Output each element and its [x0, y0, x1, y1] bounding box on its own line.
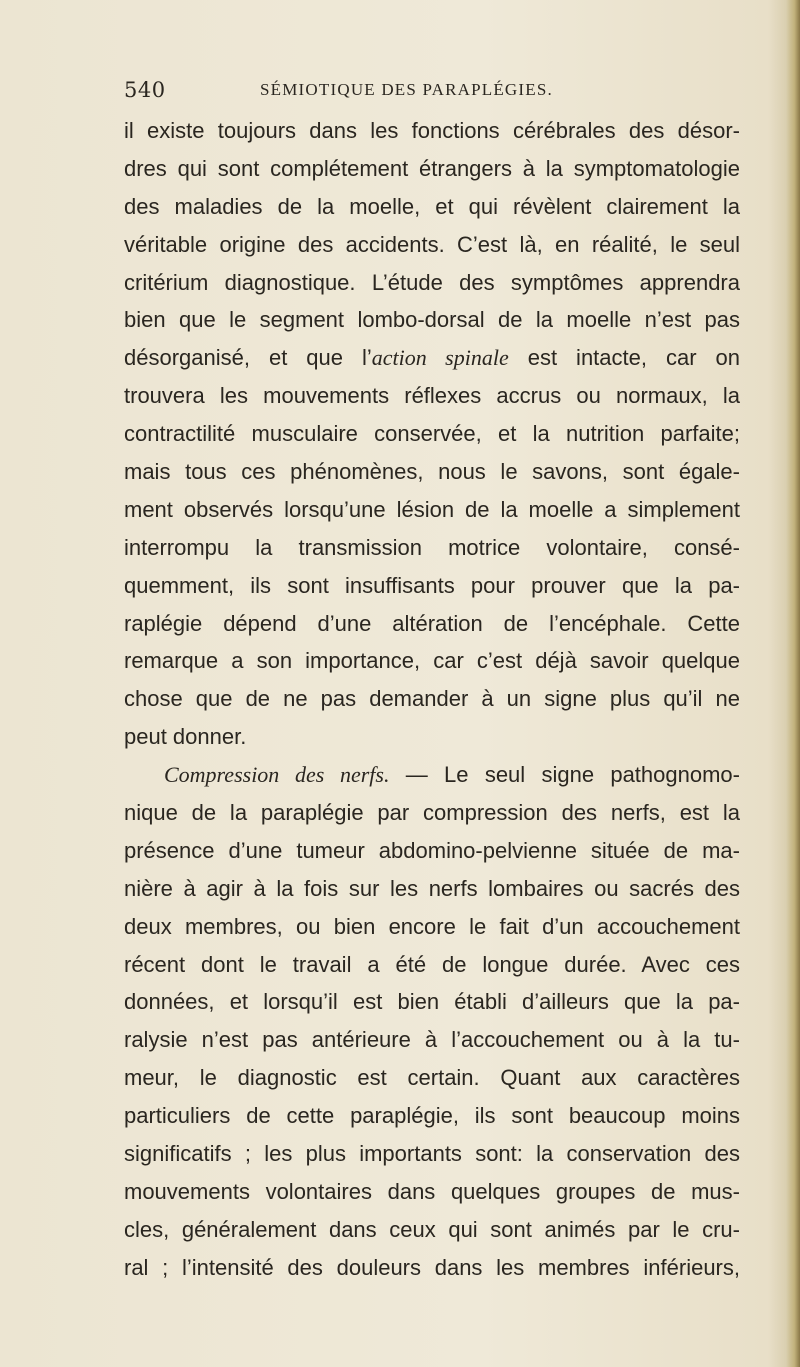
- text-line: mais tous ces phénomènes, nous le savons, sont égale-: [124, 459, 740, 485]
- text-line: deux membres, ou bien encore le fait d’un accouchement: [124, 913, 740, 939]
- text-line: dres qui sont complétement étrangers à la symptomatologie: [124, 155, 740, 181]
- italic-phrase: action spinale: [371, 345, 509, 371]
- text-line: cles, généralement dans ceux qui sont animés par le cru-: [124, 1216, 740, 1242]
- text-line: raplégie dépend d’une altération de l’encéphale. Cette: [124, 610, 740, 636]
- text-line: significatifs ; les plus importants sont: la conservation des: [124, 1141, 740, 1167]
- text-line: bien que le segment lombo-dorsal de la moelle n’est pas: [124, 307, 740, 333]
- text-line: nière à agir à la fois sur les nerfs lombaires ou sacrés des: [124, 875, 740, 901]
- text-line: récent dont le travail a été de longue durée. Avec ces: [124, 951, 740, 977]
- text-line: critérium diagnostique. L’étude des symptômes apprendra: [124, 269, 740, 295]
- text-line: il existe toujours dans les fonctions cérébrales des désor-: [124, 118, 740, 143]
- page-edge-shadow: [786, 0, 800, 1367]
- text-line: ment observés lorsqu’une lésion de la moelle a simplement: [124, 496, 740, 522]
- section-title-italic: Compression des nerfs.: [164, 762, 390, 788]
- text-line: ralysie n’est pas antérieure à l’accouchement ou à la tu-: [124, 1027, 740, 1053]
- text-line-paragraph-end: peut donner.: [124, 724, 247, 750]
- text-line: nique de la paraplégie par compression des nerfs, est la: [124, 800, 740, 826]
- text-line: remarque a son importance, car c’est déjà savoir quelque: [124, 648, 740, 674]
- text-line: meur, le diagnostic est certain. Quant aux caractères: [124, 1065, 740, 1091]
- text-line: véritable origine des accidents. C’est là, en réalité, le seul: [124, 231, 740, 257]
- text-line: mouvements volontaires dans quelques groupes de mus-: [124, 1178, 740, 1204]
- running-head: SÉMIOTIQUE DES PARAPLÉGIES.: [260, 80, 553, 99]
- text-line: trouvera les mouvements réflexes accrus ou normaux, la: [124, 383, 740, 409]
- text-line: données, et lorsqu’il est bien établi d’ailleurs que la pa-: [124, 989, 740, 1015]
- text-line: chose que de ne pas demander à un signe plus qu’il ne: [124, 686, 740, 712]
- text-line: présence d’une tumeur abdomino-pelvienne située de ma-: [124, 837, 740, 863]
- text-line: particuliers de cette paraplégie, ils sont beaucoup moins: [124, 1103, 740, 1129]
- text-line: quemment, ils sont insuffisants pour prouver que la pa-: [124, 572, 740, 598]
- text-line: ral ; l’intensité des douleurs dans les membres inférieurs,: [124, 1254, 740, 1280]
- text-segment: est intacte, car on: [508, 345, 741, 371]
- page-header: [124, 78, 764, 108]
- text-segment: désorganisé, et que l’: [124, 345, 372, 371]
- text-line: interrompu la transmission motrice volontaire, consé-: [124, 534, 740, 560]
- text-line-with-italic: [124, 339, 740, 377]
- section-heading-line: [124, 756, 740, 794]
- page-number: 540: [124, 78, 166, 102]
- text-line: des maladies de la moelle, et qui révèlent clairement la: [124, 193, 740, 219]
- body-text: [124, 112, 740, 1287]
- text-line: contractilité musculaire conservée, et la nutrition parfaite;: [124, 421, 740, 447]
- text-segment: — Le seul signe pathognomo-: [389, 762, 740, 788]
